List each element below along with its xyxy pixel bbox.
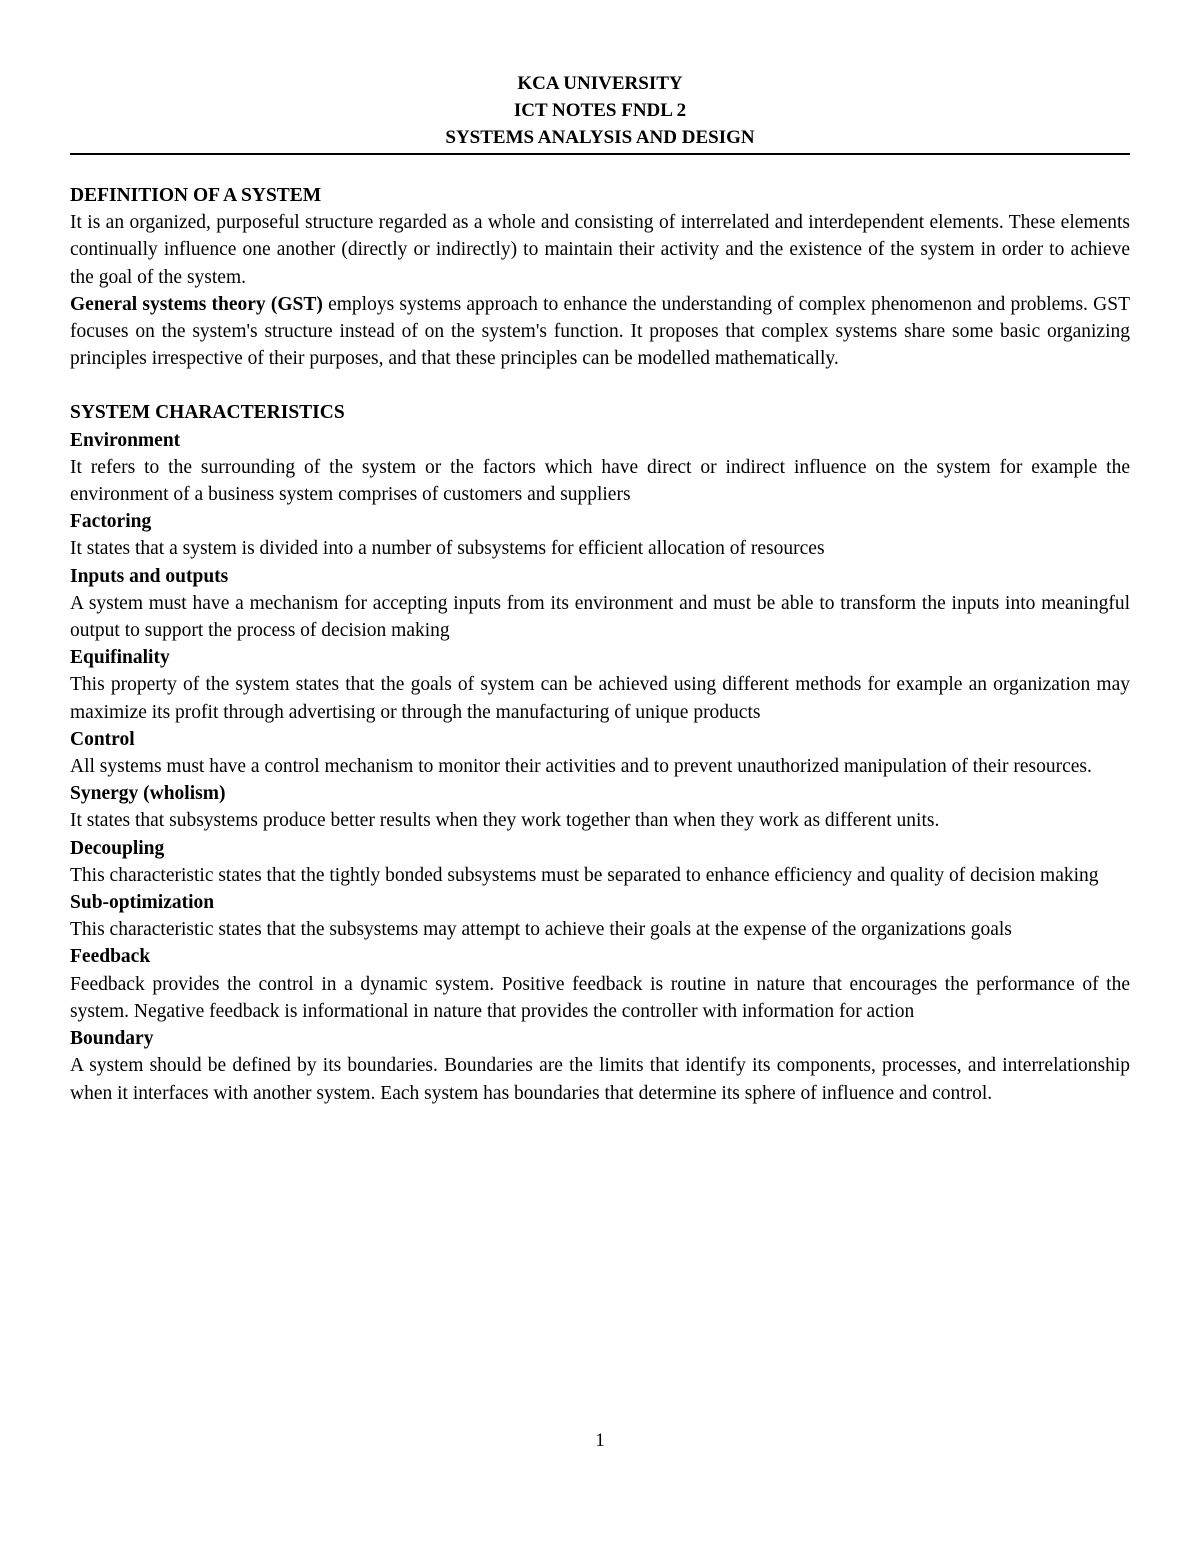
- definition-heading: DEFINITION OF A SYSTEM: [70, 185, 322, 206]
- characteristic-title-synergy: Synergy (wholism): [70, 783, 226, 805]
- document-body: [70, 182, 1130, 1107]
- characteristic-text-decoupling: This characteristic states that the tightly bonded subsystems must be separated to enhance efficiency and quality of decision making: [70, 864, 1099, 886]
- document-header: [70, 70, 1130, 151]
- characteristic-title-feedback: Feedback: [70, 946, 151, 968]
- gst-paragraph: [70, 291, 1130, 373]
- characteristics-heading: SYSTEM CHARACTERISTICS: [70, 402, 345, 424]
- page-number: 1: [595, 1430, 605, 1451]
- characteristic-text-sub-optimization: This characteristic states that the subsystems may attempt to achieve their goals at the expense of the organizations goals: [70, 919, 1012, 941]
- header-rule: [70, 153, 1130, 155]
- characteristic-title-boundary: Boundary: [70, 1028, 154, 1050]
- characteristic-title-environment: Environment: [70, 429, 181, 451]
- characteristic-text-feedback: Feedback provides the control in a dynamic system. Positive feedback is routine in nature that encourages the performance of the system. Negative feedback is informational in nature that provides the controller with information for action: [70, 973, 1130, 1022]
- subject-title: SYSTEMS ANALYSIS AND DESIGN: [445, 127, 755, 148]
- characteristic-text-environment: It refers to the surrounding of the system or the factors which have direct or indirect influence on the system for example the environment of a business system comprises of customers and suppliers: [70, 456, 1130, 506]
- characteristic-title-decoupling: Decoupling: [70, 837, 165, 859]
- characteristic-title-control: Control: [70, 728, 135, 750]
- characteristic-title-sub-optimization: Sub-optimization: [70, 892, 215, 914]
- university-name: KCA UNIVERSITY: [517, 73, 683, 94]
- characteristic-text-equifinality: This property of the system states that the goals of system can be achieved using different methods for example an organization may maximize its profit through advertising or through the manufacturing of unique products: [70, 674, 1130, 723]
- gst-text: employs systems approach to enhance the understanding of complex phenomenon and problems. GST focuses on the system's structure instead of on the system's function. It proposes that complex systems share some basic organizing principles irrespective of their purposes, and that these principles can be modelled mathematically.: [70, 293, 1130, 370]
- gst-term: General systems theory (GST): [70, 293, 323, 315]
- characteristic-text-synergy: It states that subsystems produce better results when they work together than when they work as different units.: [70, 810, 940, 832]
- characteristic-text-boundary: A system should be defined by its boundaries. Boundaries are the limits that identify its components, processes, and interrelationship when it interfaces with another system. Each system has boundaries that determine its sphere of influence and control.: [70, 1055, 1130, 1104]
- characteristic-text-control: All systems must have a control mechanism to monitor their activities and to prevent unauthorized manipulation of their resources.: [70, 756, 1092, 778]
- characteristic-text-factoring: It states that a system is divided into a number of subsystems for efficient allocation of resources: [70, 538, 825, 560]
- course-notes-title: ICT NOTES FNDL 2: [513, 100, 687, 121]
- characteristic-text-inputs-outputs: A system must have a mechanism for accepting inputs from its environment and must be able to transform the inputs into meaningful output to support the process of decision making: [70, 592, 1130, 642]
- characteristic-title-equifinality: Equifinality: [70, 647, 170, 669]
- characteristic-title-factoring: Factoring: [70, 511, 152, 533]
- characteristic-title-inputs-outputs: Inputs and outputs: [70, 565, 229, 587]
- section-spacer: [70, 372, 1130, 399]
- document-page: [70, 70, 1130, 1107]
- definition-paragraph: It is an organized, purposeful structure regarded as a whole and consisting of interrelated and interdependent elements. These elements continually influence one another (directly or indirectly) to maintain their activity and the existence of the system in order to achieve the goal of the system.: [70, 212, 1130, 288]
